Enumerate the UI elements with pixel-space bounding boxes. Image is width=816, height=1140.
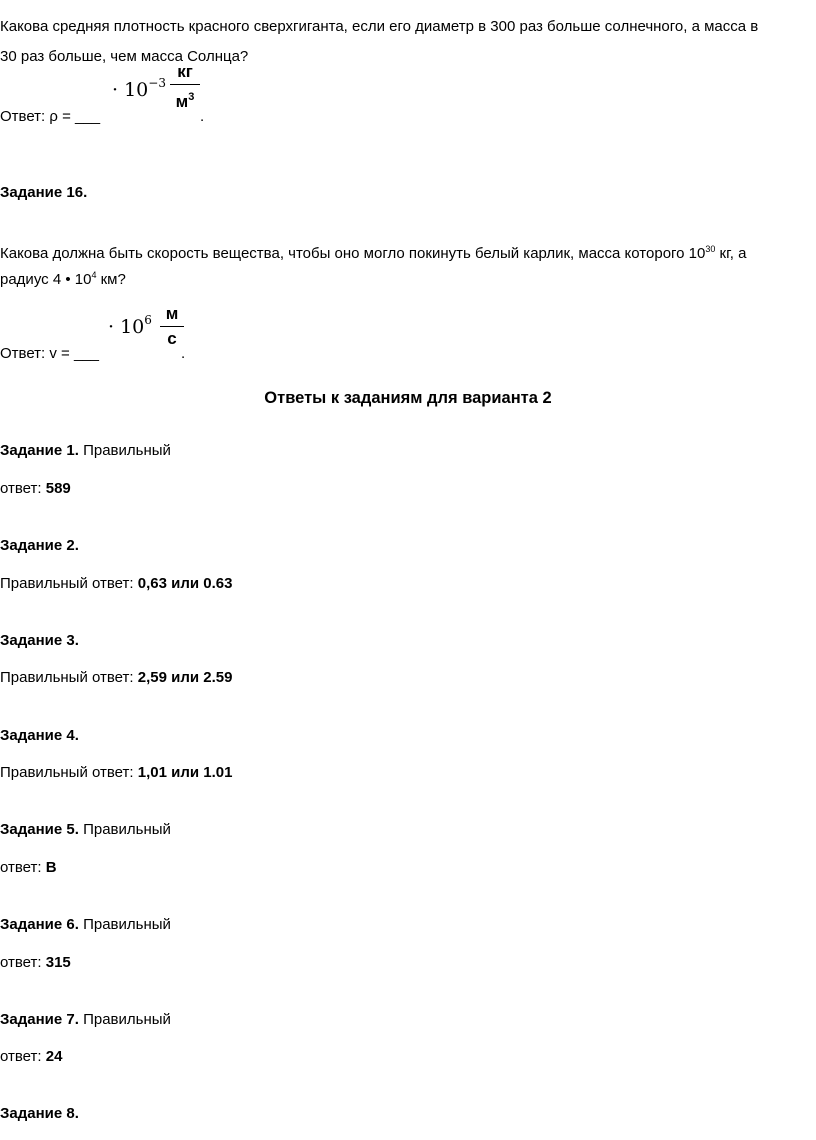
answer-5-value-line	[0, 855, 57, 881]
task15-unit-denominator: м	[175, 92, 189, 111]
answer-heading-text: Правильный	[78, 916, 171, 933]
answer-8-heading	[0, 1101, 79, 1127]
answer-2-value-line	[0, 571, 232, 597]
answer-value: 589	[45, 480, 71, 497]
answer-label: Задание 5.	[0, 821, 79, 838]
task16-q2-superscript: 4	[91, 270, 97, 280]
answer-prefix: Правильный ответ:	[0, 764, 138, 781]
task16-formula	[108, 313, 152, 338]
answer-value: 2,59 или 2.59	[137, 669, 233, 686]
task16-question-line2	[0, 262, 126, 293]
answer-label: Задание 7.	[0, 1011, 79, 1028]
answer-2-heading	[0, 533, 79, 559]
task15-unit-fraction	[170, 62, 200, 112]
answers-title: Ответы к заданиям для варианта 2	[264, 389, 552, 407]
task15-unit-numerator: кг	[177, 62, 193, 81]
task16-unit-numerator: м	[165, 304, 179, 323]
task16-q1-text: Какова должна быть скорость вещества, чтобы оно могло покинуть белый карлик, масса которого 10	[0, 245, 706, 262]
answer-6-value-line	[0, 950, 71, 976]
fraction-bar	[170, 84, 200, 85]
task15-formula	[112, 76, 166, 101]
task16-q1-superscript: 30	[705, 244, 716, 254]
answer-4-heading	[0, 723, 79, 749]
answer-prefix: ответ:	[0, 1048, 46, 1065]
answer-label: Задание 4.	[0, 727, 79, 744]
answer-7-heading	[0, 1007, 171, 1033]
task16-unit-denominator: с	[167, 329, 177, 348]
task16-formula-base: · 10	[108, 316, 145, 338]
task15-formula-base: · 10	[112, 79, 149, 101]
answer-value: 24	[45, 1048, 63, 1065]
answer-prefix: ответ:	[0, 954, 46, 971]
answer-3-value-line	[0, 665, 232, 691]
task16-q1-text-end: кг, а	[715, 245, 747, 262]
answer-prefix: Правильный ответ:	[0, 575, 138, 592]
answer-prefix: ответ:	[0, 859, 46, 876]
answer-prefix: ответ:	[0, 480, 46, 497]
task16-q2-text-end: км?	[96, 271, 126, 288]
answer-5-heading	[0, 817, 171, 843]
answer-1-heading	[0, 438, 171, 464]
answer-label: Задание 1.	[0, 442, 79, 459]
task16-q2-text: радиус 4 • 10	[0, 271, 92, 288]
answer-value: 1,01 или 1.01	[137, 764, 233, 781]
answer-3-heading	[0, 628, 79, 654]
answer-heading-text: Правильный	[78, 821, 171, 838]
answer-4-value-line	[0, 760, 232, 786]
answer-7-value-line	[0, 1044, 62, 1070]
task15-answer-line: Ответ: ρ = ___	[0, 108, 101, 125]
answer-label: Задание 6.	[0, 916, 79, 933]
task15-unit-denominator-exponent: 3	[188, 91, 195, 103]
answer-1-value-line	[0, 476, 71, 502]
task15-question-line2: 30 раз больше, чем масса Солнца?	[0, 48, 249, 65]
answer-value: В	[45, 859, 57, 876]
task15-formula-exponent: −3	[148, 76, 166, 90]
answer-value: 315	[45, 954, 71, 971]
task16-period: .	[181, 345, 186, 362]
task15-period: .	[200, 108, 205, 125]
answer-heading-text: Правильный	[78, 442, 171, 459]
fraction-bar	[160, 326, 184, 327]
answer-label: Задание 2.	[0, 537, 79, 554]
answer-label: Задание 3.	[0, 632, 79, 649]
answer-6-heading	[0, 912, 171, 938]
answer-heading-text: Правильный	[78, 1011, 171, 1028]
task16-formula-exponent: 6	[144, 313, 152, 327]
answer-prefix: Правильный ответ:	[0, 669, 138, 686]
task16-answer-line: Ответ: v = ___	[0, 345, 100, 362]
task16-heading: Задание 16.	[0, 184, 88, 201]
task15-question-line1: Какова средняя плотность красного сверхгиганта, если его диаметр в 300 раз больше солнечного, а масса в	[0, 18, 759, 35]
answer-value: 0,63 или 0.63	[137, 575, 233, 592]
answer-label: Задание 8.	[0, 1105, 79, 1122]
